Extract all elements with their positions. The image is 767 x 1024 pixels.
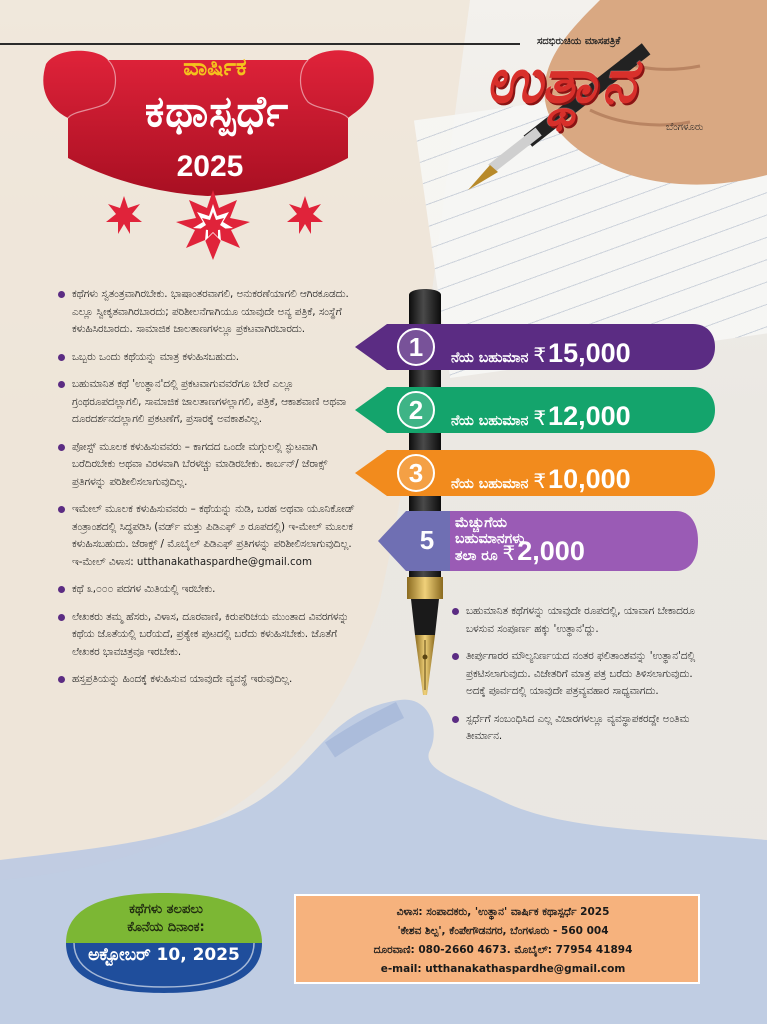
rule-item: ಬಹುಮಾನಿತ ಕಥೆ 'ಉತ್ಥಾನ'ದಲ್ಲಿ ಪ್ರಕಟವಾಗುವವರೆಗೂ ಬೇರೆ ಎಲ್ಲೂ ಗ್ರಂಥರೂಪದಲ್ಲಾಗಲಿ, ಸಾಮಾಜಿಕ ಜಾಲತಾಣಗಳಲ್ಲಾಗಲಿ, ಪತ್ರಿಕೆ, ಆಕಾಶವಾಣಿ ಅಥವಾ ದೂರದರ್ಶನದಲ್ಲಾಗಲಿ ಪ್ರಕಟಣೆಗೆ, ಪ್ರಸಾರಕ್ಕೆ ಅವಕಾಶವಿಲ್ಲ.: [58, 376, 358, 429]
prize-label: ನೆಯ ಬಹುಮಾನ ₹10,000: [451, 464, 631, 494]
rule-item: ಲೇಖಕರು ತಮ್ಮ ಹೆಸರು, ವಿಳಾಸ, ದೂರವಾಣಿ, ಕಿರುಪರಿಚಯ ಮುಂತಾದ ವಿವರಗಳನ್ನು ಕಥೆಯ ಜೊತೆಯಲ್ಲಿ ಬರೆಯದೆ, ಪ್ರತ್ಯೇಕ ಪುಟದಲ್ಲಿ ಬರೆದು ಕಳುಹಿಸಬೇಕು. ಜೊತೆಗೆ ಲೇಖಕರ ಭಾವಚಿತ್ರವೂ ಇರಬೇಕು.: [58, 609, 358, 662]
contact-line: ದೂರವಾಣಿ: 080-2660 4673. ಮೊಬೈಲ್: 77954 41894: [373, 944, 633, 956]
prize-amount: 10,000: [548, 464, 631, 494]
bullet-icon: [58, 586, 65, 593]
rules-list-left: [58, 286, 358, 699]
bullet-icon: [452, 653, 459, 660]
rule-item: ಸ್ಪರ್ಧೆಗೆ ಸಂಬಂಧಿಸಿದ ಎಲ್ಲ ವಿಚಾರಗಳಲ್ಲೂ ವ್ಯವಸ್ಥಾಪಕರದ್ದೇ ಅಂತಿಮ ತೀರ್ಮಾನ.: [452, 711, 714, 746]
rank-badge: 2: [397, 391, 435, 429]
rules-list-right: [452, 603, 714, 756]
deadline-label: ಕಥೆಗಳು ತಲಪಲು: [129, 902, 203, 917]
starburst-decoration: [100, 190, 330, 270]
rule-item: ಹಸ್ತಪ್ರತಿಯನ್ನು ಹಿಂದಕ್ಕೆ ಕಳುಹಿಸುವ ಯಾವುದೇ ವ್ಯವಸ್ಥೆ ಇರುವುದಿಲ್ಲ.: [58, 671, 358, 689]
rank-badge: 5: [419, 525, 435, 555]
prize-amount: 2,000: [517, 536, 585, 566]
prize-label: ಮೆಚ್ಚುಗೆಯ ಬಹುಮಾನಗಳು: [455, 515, 525, 547]
bullet-icon: [452, 716, 459, 723]
rank-badge: 1: [397, 328, 435, 366]
bullet-icon: [58, 614, 65, 621]
deadline-date: ಅಕ್ಟೋಬರ್ 10, 2025: [88, 945, 240, 965]
email-line: e-mail: utthanakathaspardhe@gmail.com: [380, 963, 626, 975]
rule-item: ಇಮೇಲ್ ಮೂಲಕ ಕಳುಹಿಸುವವರು – ಕಥೆಯನ್ನು ನುಡಿ, ಬರಹ ಅಥವಾ ಯೂನಿಕೋಡ್ ತಂತ್ರಾಂಶದಲ್ಲಿ ಸಿದ್ಧಪಡಿಸಿ (ವರ್ಡ್ ಮತ್ತು ಪಿಡಿಎಫ್ ೨ ರೂಪದಲ್ಲಿ) ಇ-ಮೇಲ್ ಮೂಲಕ ಕಳುಹಿಸಬಹುದು. ಜೆರಾಕ್ಸ್ / ಮೊಬೈಲ್ ಪಿಡಿಎಫ್ ಪ್ರತಿಗಳನ್ನು ಪರಿಶೀಲಿಸಲಾಗುವುದಿಲ್ಲ. ಇ-ಮೇಲ್ ವಿಳಾಸ: utthanakathaspardhe@gmail.com: [58, 501, 358, 571]
title-annual: ವಾರ್ಷಿಕ: [183, 54, 247, 81]
prize-label: ನೆಯ ಬಹುಮಾನ ₹15,000: [451, 338, 631, 368]
title-main: ಕಥಾಸ್ಪರ್ಧೆ: [144, 88, 290, 136]
prize-amount: 12,000: [548, 401, 631, 431]
address-line: ವಿಳಾಸ: ಸಂಪಾದಕರು, 'ಉತ್ಥಾನ' ವಾರ್ಷಿಕ ಕಥಾಸ್ಪರ್ಧೆ 2025: [396, 906, 610, 918]
bullet-icon: [58, 444, 65, 451]
rule-item: ಕಥೆಗಳು ಸ್ವತಂತ್ರವಾಗಿರಬೇಕು. ಭಾಷಾಂತರವಾಗಲಿ, ಅನುಕರಣೆಯಾಗಲಿ ಆಗಿರಕೂಡದು. ಎಲ್ಲೂ ಸ್ವೀಕೃತವಾಗಿರಬಾರದು; ಪರಿಶೀಲನೆಗಾಗಿಯೂ ಯಾವುದೇ ಅನ್ಯ ಪತ್ರಿಕೆ, ಸಂಸ್ಥೆಗೆ ಕಳುಹಿಸಿರಬಾರದು. ಸಾಮಾಜಿಕ ಜಾಲತಾಣಗಳಲ್ಲೂ ಪ್ರಕಟವಾಗಿರಬಾರದು.: [58, 286, 358, 339]
rule-item: ಪೋಸ್ಟ್ ಮೂಲಕ ಕಳುಹಿಸುವವರು – ಕಾಗದದ ಒಂದೇ ಮಗ್ಗುಲಲ್ಲಿ ಸ್ಫುಟವಾಗಿ ಬರೆದಿರಬೇಕು ಅಥವಾ ವಿರಳವಾಗಿ ಬೆರಳಚ್ಚು ಮಾಡಿರಬೇಕು. ಕಾರ್ಬನ್/ ಜೆರಾಕ್ಸ್ ಪ್ರತಿಗಳನ್ನು ಪರಿಶೀಲಿಸಲಾಗುವುದಿಲ್ಲ.: [58, 439, 358, 492]
bullet-icon: [58, 381, 65, 388]
rule-item: ಒಬ್ಬರು ಒಂದು ಕಥೆಯನ್ನು ಮಾತ್ರ ಕಳುಹಿಸಬಹುದು.: [58, 349, 358, 367]
bullet-icon: [58, 506, 65, 513]
rule-item: ಕಥೆ ೩,೦೦೦ ಪದಗಳ ಮಿತಿಯಲ್ಲಿ ಇರಬೇಕು.: [58, 581, 358, 599]
prize-label: ನೆಯ ಬಹುಮಾನ ₹12,000: [451, 401, 631, 431]
title-year: 2025: [176, 150, 244, 183]
bullet-icon: [58, 291, 65, 298]
rank-badge: 3: [397, 454, 435, 492]
bullet-icon: [58, 354, 65, 361]
deadline-label: ಕೊನೆಯ ದಿನಾಂಕ:: [127, 920, 205, 935]
prize-label: ತಲಾ ರೂ ₹2,000: [455, 536, 585, 566]
magazine-logo: ಉತ್ಥಾನ: [485, 44, 635, 117]
address-line: 'ಕೇಶವ ಶಿಲ್ಪ', ಕೆಂಪೇಗೌಡನಗರ, ಬೆಂಗಳೂರು - 560 004: [397, 925, 609, 937]
rule-item: ಬಹುಮಾನಿತ ಕಥೆಗಳನ್ನು ಯಾವುದೇ ರೂಪದಲ್ಲಿ, ಯಾವಾಗ ಬೇಕಾದರೂ ಬಳಸುವ ಸಂಪೂರ್ಣ ಹಕ್ಕು 'ಉತ್ಥಾನ'ದ್ದು.: [452, 603, 714, 638]
bullet-icon: [58, 676, 65, 683]
magazine-tagline: ಸದಭಿರುಚಿಯ ಮಾಸಪತ್ರಿಕೆ: [537, 36, 621, 47]
rule-item: ತೀರ್ಪುಗಾರರ ಮೌಲ್ಯನಿರ್ಣಯದ ನಂತರ ಫಲಿತಾಂಶವನ್ನು 'ಉತ್ಥಾನ'ದಲ್ಲಿ ಪ್ರಕಟಿಸಲಾಗುವುದು. ವಿಜೇತರಿಗೆ ಮಾತ್ರ ಪತ್ರ ಬರೆದು ತಿಳಿಸಲಾಗುವುದು. ಅದಕ್ಕೆ ಪೂರ್ವದಲ್ಲಿ ಯಾವುದೇ ಪತ್ರವ್ಯವಹಾರ ಸಾಧ್ಯವಾಗದು.: [452, 648, 714, 701]
magazine-city: ಬೆಂಗಳೂರು: [666, 122, 704, 133]
prize-amount: 15,000: [548, 338, 631, 368]
bullet-icon: [452, 608, 459, 615]
